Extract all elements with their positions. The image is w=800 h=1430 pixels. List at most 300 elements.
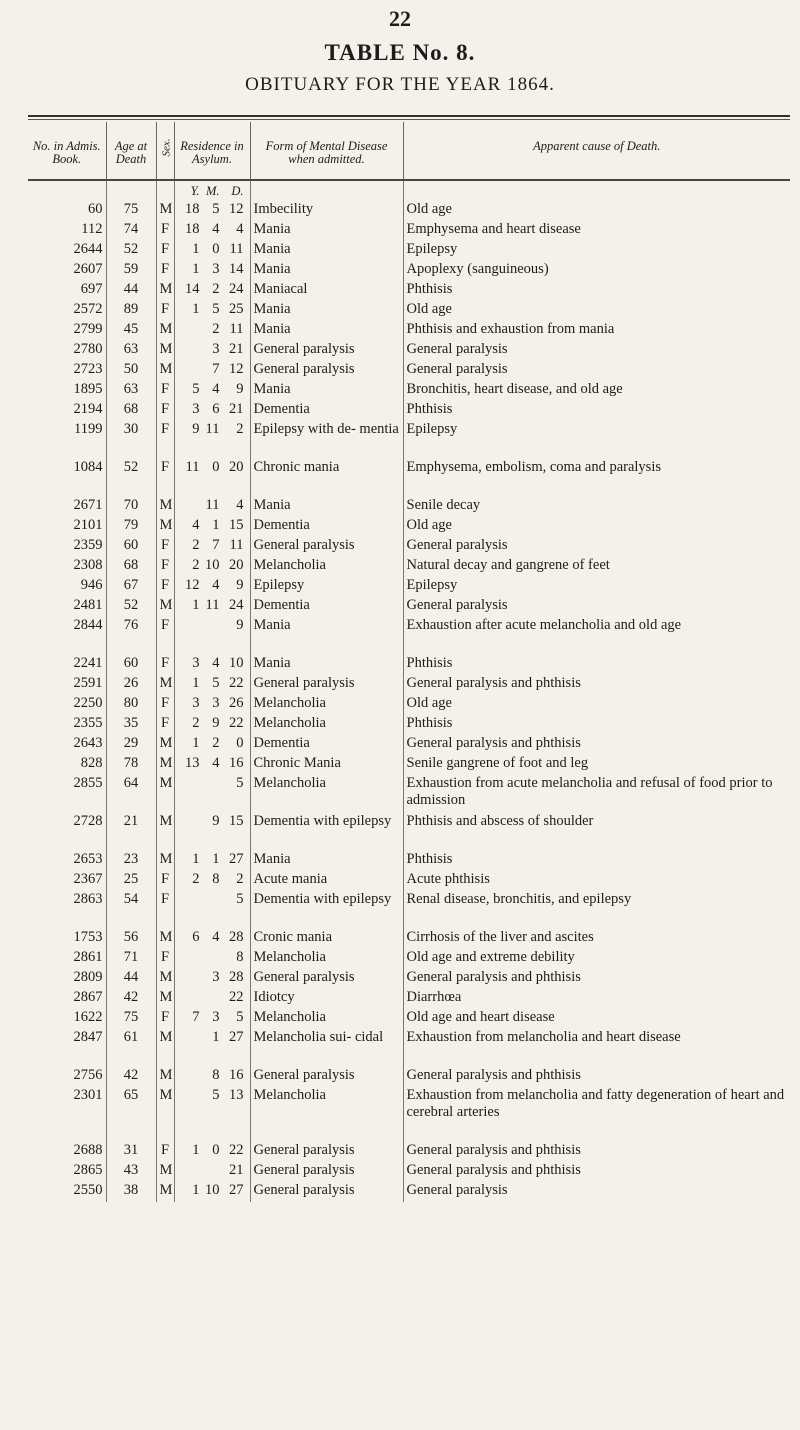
age-at-death: 75: [106, 201, 156, 221]
residence-years: 6: [192, 929, 200, 945]
age-at-death: 79: [106, 517, 156, 537]
residence-months: 1: [212, 851, 220, 867]
age-at-death: 26: [106, 675, 156, 695]
residence-years: [178, 1087, 200, 1104]
residence-months: 8: [212, 1067, 220, 1083]
residence: [174, 321, 250, 341]
residence-years: 18: [185, 201, 200, 217]
table-row: [28, 201, 790, 221]
residence-months: 5: [212, 1087, 220, 1103]
age-at-death: 63: [106, 341, 156, 361]
mental-disease-form: General paralysis: [250, 1142, 403, 1162]
admission-number: 2194: [28, 401, 106, 421]
age-at-death: 63: [106, 381, 156, 401]
table-subtitle: OBITUARY FOR THE YEAR 1864.: [245, 74, 555, 95]
residence-years: 1: [192, 735, 200, 751]
admission-number: 2671: [28, 497, 106, 517]
sex: M: [156, 929, 174, 949]
residence-years: [178, 1029, 200, 1046]
cause-of-death: Phthisis: [406, 655, 453, 671]
admission-number: 2308: [28, 557, 106, 577]
residence: [174, 891, 250, 929]
residence-years: 3: [192, 695, 200, 711]
residence-months: 4: [212, 929, 220, 945]
residence-days: 27: [229, 1182, 244, 1198]
residence-months: 4: [212, 655, 220, 671]
residence: [174, 577, 250, 597]
residence-days: 12: [229, 361, 244, 377]
sex: M: [156, 1067, 174, 1087]
residence-months: 1: [212, 1029, 220, 1045]
residence: [174, 851, 250, 871]
cause-of-death: Exhaustion from acute melancholia and refusal of food prior to admission: [406, 775, 773, 808]
age-at-death: 54: [106, 891, 156, 929]
residence-days: 21: [229, 341, 244, 357]
col-sex-header: [156, 122, 174, 180]
table-row: [28, 735, 790, 755]
residence-days: 13: [229, 1087, 244, 1103]
cause-of-death: General paralysis: [406, 537, 508, 553]
cause-of-death: Phthisis: [406, 281, 453, 297]
residence: [174, 755, 250, 775]
page-number: 22: [389, 6, 411, 31]
age-at-death: 71: [106, 949, 156, 969]
mental-disease-form: Melancholia: [250, 775, 403, 813]
residence: [174, 929, 250, 949]
residence-months: 3: [212, 261, 220, 277]
residence-years: [178, 891, 200, 908]
residence-months: [200, 1162, 220, 1179]
cause-of-death: Old age and heart disease: [406, 1009, 555, 1025]
age-at-death: 60: [106, 655, 156, 675]
table-row: [28, 321, 790, 341]
admission-number: 2241: [28, 655, 106, 675]
age-at-death: 89: [106, 301, 156, 321]
residence-months: 3: [212, 341, 220, 357]
sex: M: [156, 321, 174, 341]
table-row: [28, 241, 790, 261]
residence-days: 20: [229, 557, 244, 573]
residence: [174, 401, 250, 421]
admission-number: 2809: [28, 969, 106, 989]
sex: F: [156, 261, 174, 281]
residence-years: 18: [185, 221, 200, 237]
cause-of-death: Apoplexy (sanguineous): [406, 261, 549, 277]
cause-of-death: Natural decay and gangrene of feet: [406, 557, 610, 573]
sex: F: [156, 871, 174, 891]
sex: M: [156, 1087, 174, 1142]
residence-days: 22: [229, 675, 244, 691]
residence-days: 20: [229, 459, 244, 475]
table-row: [28, 675, 790, 695]
sex: M: [156, 281, 174, 301]
table-row: [28, 1067, 790, 1087]
mental-disease-form: Dementia: [250, 597, 403, 617]
table-row: [28, 1142, 790, 1162]
cause-of-death: General paralysis and phthisis: [406, 969, 581, 985]
admission-number: 2799: [28, 321, 106, 341]
residence: [174, 497, 250, 517]
admission-number: 2591: [28, 675, 106, 695]
residence-years: [178, 361, 200, 378]
admission-number: 2867: [28, 989, 106, 1009]
table-row: [28, 871, 790, 891]
residence: [174, 695, 250, 715]
sex: F: [156, 1009, 174, 1029]
cause-of-death: Old age: [406, 201, 452, 217]
residence: [174, 261, 250, 281]
mental-disease-form: Mania: [250, 851, 403, 871]
residence-days: 8: [236, 949, 244, 965]
top-rule: [28, 115, 790, 117]
residence: [174, 341, 250, 361]
residence-days: 0: [236, 735, 244, 751]
sex: F: [156, 381, 174, 401]
admission-number: 2865: [28, 1162, 106, 1182]
residence-days: 5: [236, 775, 244, 791]
unit-days: D.: [231, 184, 244, 198]
residence-days: 25: [229, 301, 244, 317]
table-row: [28, 617, 790, 655]
residence: [174, 361, 250, 381]
residence: [174, 1009, 250, 1029]
age-at-death: 35: [106, 715, 156, 735]
cause-of-death: General paralysis: [406, 341, 508, 357]
cause-of-death: Phthisis: [406, 715, 453, 731]
cause-of-death: General paralysis and phthisis: [406, 735, 581, 751]
table-row: [28, 221, 790, 241]
cause-of-death: Phthisis: [406, 401, 453, 417]
residence-years: 2: [192, 557, 200, 573]
residence-years: [178, 497, 200, 514]
mental-disease-form: Mania: [250, 497, 403, 517]
mental-disease-form: Melancholia: [250, 1087, 403, 1142]
residence-months: 11: [205, 597, 220, 613]
residence: [174, 1142, 250, 1162]
table-row: [28, 597, 790, 617]
age-at-death: 42: [106, 989, 156, 1009]
table-row: [28, 891, 790, 929]
residence: [174, 813, 250, 851]
mental-disease-form: Melancholia: [250, 1009, 403, 1029]
admission-number: 1895: [28, 381, 106, 401]
age-at-death: 30: [106, 421, 156, 459]
mental-disease-form: Mania: [250, 381, 403, 401]
table-row: [28, 301, 790, 321]
residence-years: 1: [192, 1182, 200, 1198]
cause-of-death: General paralysis and phthisis: [406, 1067, 581, 1083]
residence-months: [200, 775, 220, 792]
residence-months: 4: [212, 755, 220, 771]
admission-number: 1622: [28, 1009, 106, 1029]
mental-disease-form: Mania: [250, 241, 403, 261]
mental-disease-form: General paralysis: [250, 675, 403, 695]
residence-days: 16: [229, 1067, 244, 1083]
col-residence-header: Residence in Asylum.: [174, 122, 250, 180]
table-row: [28, 1182, 790, 1202]
cause-of-death: Old age: [406, 301, 452, 317]
table-title: TABLE No. 8.: [324, 40, 476, 65]
age-at-death: 38: [106, 1182, 156, 1202]
cause-of-death: Senile decay: [406, 497, 481, 513]
cause-of-death: Emphysema, embolism, coma and paralysis: [406, 459, 662, 475]
table-row: [28, 497, 790, 517]
col-cause-header: Apparent cause of Death.: [533, 139, 661, 153]
sex: F: [156, 577, 174, 597]
cause-of-death: General paralysis: [406, 597, 508, 613]
age-at-death: 52: [106, 597, 156, 617]
sex: F: [156, 421, 174, 459]
residence-days: 21: [229, 401, 244, 417]
residence-months: 7: [212, 361, 220, 377]
admission-number: 2688: [28, 1142, 106, 1162]
admission-number: 2359: [28, 537, 106, 557]
residence-months: 3: [212, 695, 220, 711]
sex: M: [156, 813, 174, 851]
residence: [174, 537, 250, 557]
age-at-death: 56: [106, 929, 156, 949]
sex: M: [156, 1029, 174, 1067]
cause-of-death: General paralysis and phthisis: [406, 1162, 581, 1178]
age-at-death: 68: [106, 401, 156, 421]
age-at-death: 70: [106, 497, 156, 517]
residence-months: 3: [212, 1009, 220, 1025]
admission-number: 2355: [28, 715, 106, 735]
residence-days: 5: [236, 1009, 244, 1025]
residence-months: 0: [212, 241, 220, 257]
residence-years: [178, 775, 200, 792]
cause-of-death: Epilepsy: [406, 421, 458, 437]
residence-months: 5: [212, 301, 220, 317]
residence: [174, 617, 250, 655]
residence-days: 22: [229, 715, 244, 731]
residence-months: 2: [212, 735, 220, 751]
residence-years: [178, 1067, 200, 1084]
mental-disease-form: Dementia with epilepsy: [250, 813, 403, 851]
residence-days: 26: [229, 695, 244, 711]
residence: [174, 421, 250, 459]
admission-number: 946: [28, 577, 106, 597]
residence-years: 1: [192, 301, 200, 317]
residence-months: 6: [212, 401, 220, 417]
sex: F: [156, 655, 174, 675]
sex: M: [156, 675, 174, 695]
residence-years: 1: [192, 261, 200, 277]
age-at-death: 43: [106, 1162, 156, 1182]
table-row: [28, 755, 790, 775]
age-at-death: 25: [106, 871, 156, 891]
sex: F: [156, 537, 174, 557]
residence-months: 5: [212, 201, 220, 217]
residence: [174, 735, 250, 755]
residence-days: 21: [229, 1162, 244, 1178]
mental-disease-form: Epilepsy: [250, 577, 403, 597]
residence-months: 0: [212, 459, 220, 475]
cause-of-death: Old age and extreme debility: [406, 949, 575, 965]
age-at-death: 76: [106, 617, 156, 655]
mental-disease-form: General paralysis: [250, 1162, 403, 1182]
residence: [174, 597, 250, 617]
table-row: [28, 517, 790, 537]
table-row: [28, 459, 790, 497]
admission-number: 2572: [28, 301, 106, 321]
residence-years: 14: [185, 281, 200, 297]
col-admission-header: No. in Admis. Book.: [28, 122, 106, 180]
age-at-death: 50: [106, 361, 156, 381]
residence-days: 2: [236, 871, 244, 887]
age-at-death: 64: [106, 775, 156, 813]
top-rule-thin: [28, 119, 790, 120]
cause-of-death: Diarrhœa: [406, 989, 462, 1005]
residence-months: 2: [212, 321, 220, 337]
mental-disease-form: Dementia: [250, 517, 403, 537]
residence-years: 1: [192, 241, 200, 257]
residence: [174, 201, 250, 221]
residence: [174, 281, 250, 301]
cause-of-death: Exhaustion from melancholia and heart disease: [406, 1029, 681, 1045]
residence: [174, 949, 250, 969]
cause-of-death: Epilepsy: [406, 577, 458, 593]
age-at-death: 67: [106, 577, 156, 597]
cause-of-death: Phthisis and abscess of shoulder: [406, 813, 594, 829]
table-row: [28, 1009, 790, 1029]
residence-months: 3: [212, 969, 220, 985]
residence-months: 8: [212, 871, 220, 887]
residence: [174, 1029, 250, 1067]
sex: M: [156, 517, 174, 537]
table-row: [28, 1029, 790, 1067]
sex: M: [156, 989, 174, 1009]
age-at-death: 52: [106, 241, 156, 261]
mental-disease-form: Imbecility: [250, 201, 403, 221]
mental-disease-form: Epilepsy with de- mentia: [250, 421, 403, 459]
admission-number: 2756: [28, 1067, 106, 1087]
residence: [174, 1182, 250, 1202]
residence-years: [178, 969, 200, 986]
sex: M: [156, 735, 174, 755]
residence-years: [178, 617, 200, 634]
sex: F: [156, 459, 174, 497]
residence: [174, 517, 250, 537]
admission-number: 2550: [28, 1182, 106, 1202]
residence-years: 3: [192, 401, 200, 417]
residence-months: 11: [205, 421, 220, 437]
residence-days: 5: [236, 891, 244, 907]
residence-days: 28: [229, 929, 244, 945]
cause-of-death: Epilepsy: [406, 241, 458, 257]
residence-years: [178, 341, 200, 358]
admission-number: 2607: [28, 261, 106, 281]
mental-disease-form: Mania: [250, 221, 403, 241]
unit-months: M.: [205, 184, 220, 198]
admission-number: 112: [28, 221, 106, 241]
admission-number: 1199: [28, 421, 106, 459]
admission-number: 2723: [28, 361, 106, 381]
table-row: [28, 949, 790, 969]
residence-months: [200, 949, 220, 966]
cause-of-death: Cirrhosis of the liver and ascites: [406, 929, 594, 945]
residence-days: 16: [229, 755, 244, 771]
col-form-header: Form of Mental Disease when admitted.: [250, 122, 403, 180]
table-row: [28, 655, 790, 675]
residence-months: 1: [212, 517, 220, 533]
residence-years: [178, 813, 200, 830]
residence-months: 10: [205, 557, 220, 573]
cause-of-death: Emphysema and heart disease: [406, 221, 581, 237]
residence-days: 9: [236, 617, 244, 633]
residence-days: 4: [236, 497, 244, 513]
residence-days: 24: [229, 597, 244, 613]
residence-days: 11: [229, 537, 244, 553]
residence-months: 4: [212, 221, 220, 237]
residence-years: 5: [192, 381, 200, 397]
admission-number: 2101: [28, 517, 106, 537]
residence-days: 15: [229, 813, 244, 829]
residence-years: 1: [192, 1142, 200, 1158]
residence-years: [178, 989, 200, 1006]
residence-days: 22: [229, 989, 244, 1005]
table-row: [28, 813, 790, 851]
residence-years: 1: [192, 851, 200, 867]
mental-disease-form: Chronic Mania: [250, 755, 403, 775]
age-at-death: 44: [106, 281, 156, 301]
sex: M: [156, 969, 174, 989]
mental-disease-form: Cronic mania: [250, 929, 403, 949]
sex: M: [156, 361, 174, 381]
mental-disease-form: Dementia: [250, 735, 403, 755]
age-at-death: 65: [106, 1087, 156, 1142]
table-row: [28, 989, 790, 1009]
residence: [174, 1067, 250, 1087]
residence-days: 10: [229, 655, 244, 671]
age-at-death: 31: [106, 1142, 156, 1162]
admission-number: 2644: [28, 241, 106, 261]
admission-number: 2861: [28, 949, 106, 969]
cause-of-death: Exhaustion from melancholia and fatty degeneration of heart and cerebral arteries: [406, 1087, 785, 1120]
table-row: [28, 969, 790, 989]
header-row: [28, 122, 790, 180]
residence-years: 3: [192, 655, 200, 671]
mental-disease-form: Melancholia: [250, 695, 403, 715]
admission-number: 2780: [28, 341, 106, 361]
table-row: [28, 381, 790, 401]
residence-days: 4: [236, 221, 244, 237]
residence-months: 4: [212, 381, 220, 397]
mental-disease-form: Melancholia: [250, 949, 403, 969]
table-row: [28, 341, 790, 361]
sex: F: [156, 1142, 174, 1162]
table-row: [28, 695, 790, 715]
age-at-death: 68: [106, 557, 156, 577]
sex: M: [156, 851, 174, 871]
residence: [174, 301, 250, 321]
mental-disease-form: General paralysis: [250, 1067, 403, 1087]
admission-number: 2301: [28, 1087, 106, 1142]
age-at-death: 29: [106, 735, 156, 755]
cause-of-death: Phthisis: [406, 851, 453, 867]
sex: M: [156, 497, 174, 517]
residence-years: 12: [185, 577, 200, 593]
residence: [174, 221, 250, 241]
table-row: [28, 577, 790, 597]
residence-days: 9: [236, 577, 244, 593]
cause-of-death: Acute phthisis: [406, 871, 490, 887]
mental-disease-form: Chronic mania: [250, 459, 403, 497]
admission-number: 2847: [28, 1029, 106, 1067]
mental-disease-form: Dementia with epilepsy: [250, 891, 403, 929]
table-row: [28, 361, 790, 381]
sex: M: [156, 1182, 174, 1202]
